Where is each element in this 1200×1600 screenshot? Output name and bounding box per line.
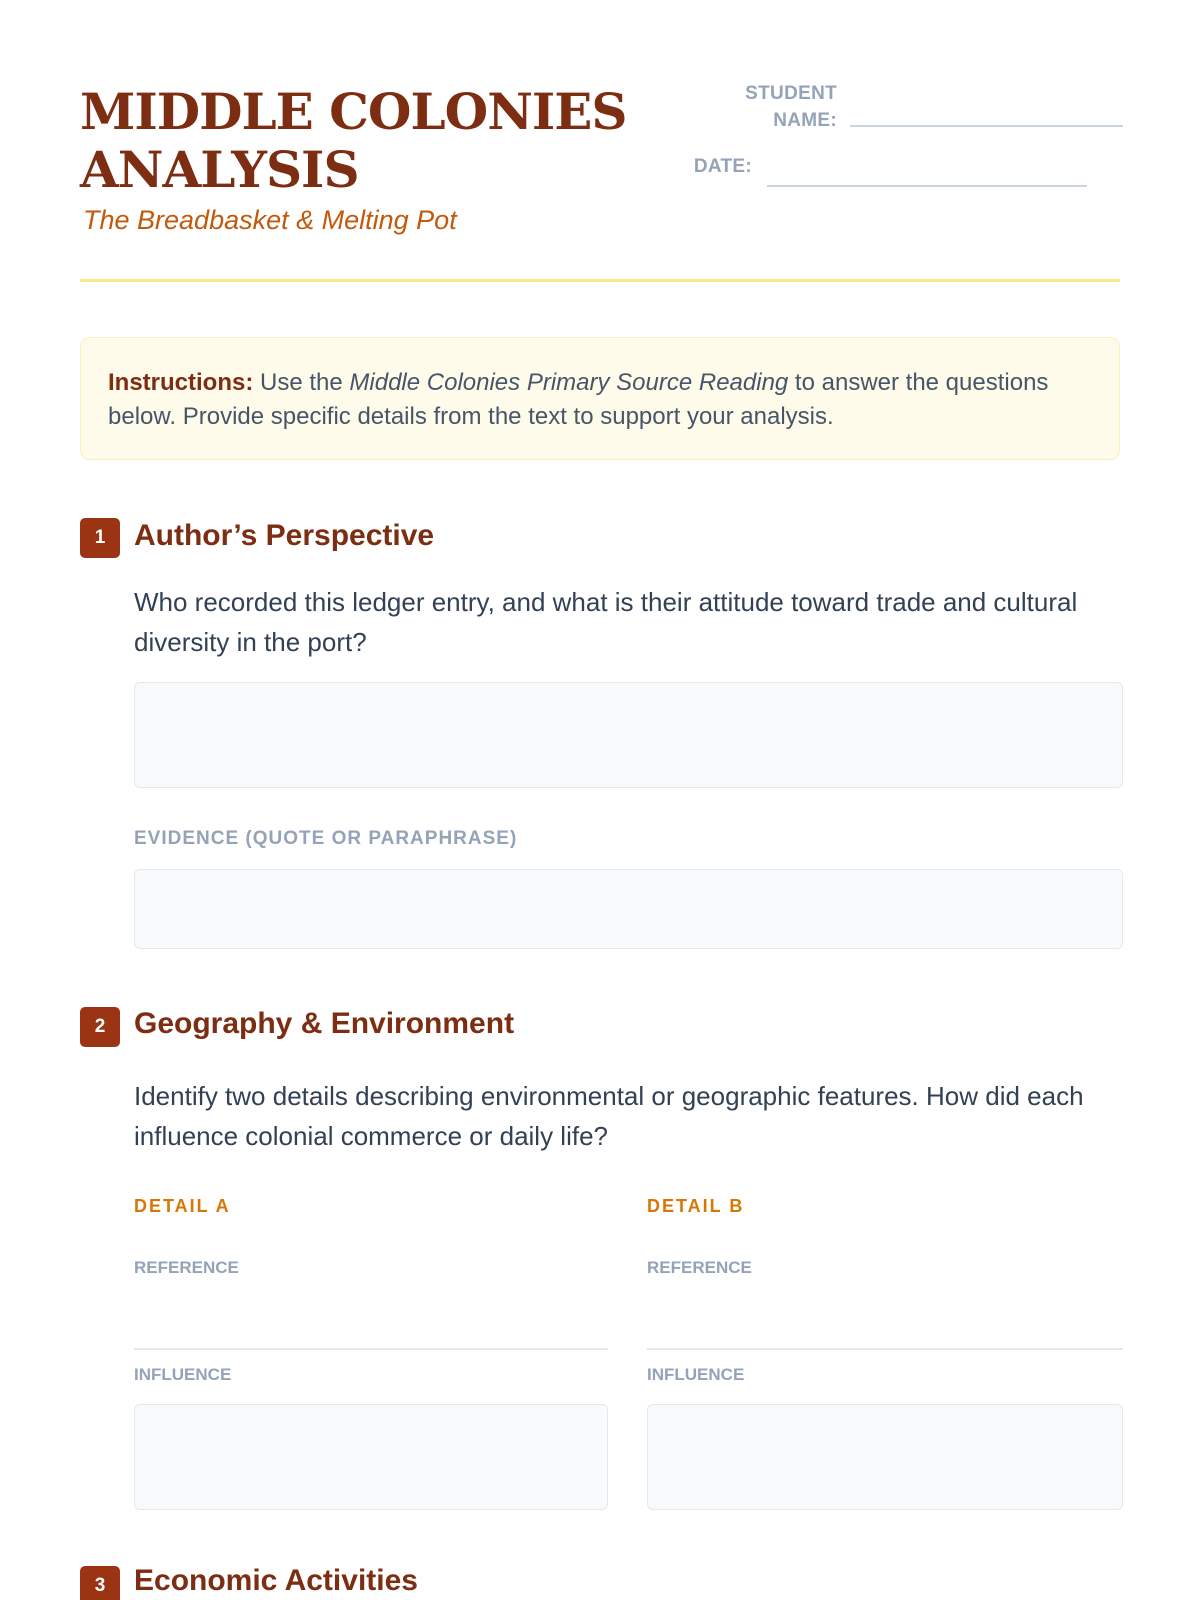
header-divider <box>80 279 1120 282</box>
student-name-field[interactable] <box>850 125 1123 127</box>
section-number-badge: 1 <box>80 518 120 558</box>
evidence-label: EVIDENCE (QUOTE OR PARAPHRASE) <box>134 828 518 849</box>
instructions-lead: Instructions: <box>108 369 254 396</box>
instructions-source: Middle Colonies Primary Source Reading <box>349 369 789 396</box>
section-title: Geography & Environment <box>134 1007 515 1040</box>
detail-a-reference-field[interactable] <box>134 1348 608 1350</box>
detail-b-influence-box[interactable] <box>647 1404 1123 1510</box>
detail-a-label: DETAIL A <box>134 1196 231 1216</box>
detail-b-reference-label: REFERENCE <box>647 1258 752 1277</box>
section-title: Economic Activities <box>134 1564 418 1597</box>
date-field[interactable] <box>767 185 1087 187</box>
detail-b-label: DETAIL B <box>647 1196 745 1216</box>
instructions-box <box>80 337 1120 460</box>
student-name-label-line2: NAME: <box>773 110 837 131</box>
instructions-text-before: Use the <box>253 369 350 396</box>
page-subtitle: The Breadbasket & Melting Pot <box>83 205 457 235</box>
section-number-badge: 2 <box>80 1007 120 1047</box>
evidence-answer-box[interactable] <box>134 869 1123 949</box>
detail-a-reference-label: REFERENCE <box>134 1258 239 1277</box>
student-name-label-line1: STUDENT <box>745 83 837 104</box>
section-question: Identify two details describing environmental or geographic features. How did each influence colonial commerce or daily life? <box>134 1081 1084 1151</box>
detail-a-influence-label: INFLUENCE <box>134 1365 232 1384</box>
perspective-answer-box[interactable] <box>134 682 1123 788</box>
instructions-text-after: to answer the questions below. Provide specific details from the text to support your analysis. <box>108 369 1049 430</box>
detail-b-reference-field[interactable] <box>647 1348 1123 1350</box>
section-question: Who recorded this ledger entry, and what is their attitude toward trade and cultural diversity in the port? <box>134 587 1078 657</box>
page-title: MIDDLE COLONIES ANALYSIS <box>80 82 627 199</box>
date-label: DATE: <box>693 156 752 177</box>
detail-a-influence-box[interactable] <box>134 1404 608 1510</box>
section-number-badge: 3 <box>80 1566 120 1600</box>
detail-b-influence-label: INFLUENCE <box>647 1365 745 1384</box>
section-title: Author’s Perspective <box>134 519 435 552</box>
student-name-label <box>700 80 837 134</box>
